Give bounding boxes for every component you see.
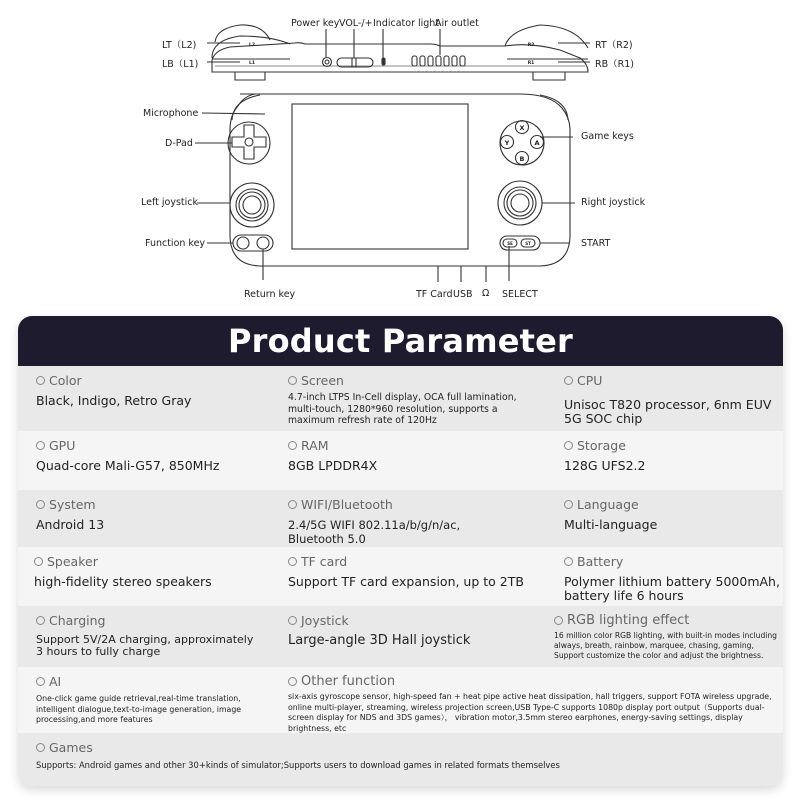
circle-bullet-icon — [36, 376, 45, 385]
param-ai: AI One-click game guide retrieval,real-time translation, intelligent dialogue,text-to-image generation, image processing,and more features — [36, 674, 242, 724]
circle-bullet-icon — [564, 441, 573, 450]
param-tf-card: TF card Support TF card expansion, up to 2TB — [288, 554, 524, 589]
circle-bullet-icon — [554, 616, 563, 625]
label-game-keys: Game keys — [581, 131, 634, 142]
param-language: Language Multi-language — [564, 497, 658, 532]
label-lb: LB（L1) — [162, 59, 199, 70]
svg-text:X: X — [519, 124, 525, 132]
param-charging: Charging Support 5V/2A charging, approximately 3 hours to fully charge — [36, 613, 254, 658]
label-indicator-light: Indicator light — [373, 18, 440, 29]
headphone-icon: Ω — [482, 288, 490, 299]
label-right-joystick: Right joystick — [581, 197, 646, 208]
label-microphone: Microphone — [143, 108, 199, 119]
circle-bullet-icon — [288, 616, 297, 625]
circle-bullet-icon — [36, 441, 45, 450]
param-wifi-bluetooth: WIFI/Bluetooth 2.4/5G WIFI 802.11a/b/g/n/ac, Bluetooth 5.0 — [288, 497, 461, 546]
circle-bullet-icon — [288, 500, 297, 509]
param-joystick: Joystick Large-angle 3D Hall joystick — [288, 613, 471, 648]
label-start: START — [581, 238, 611, 249]
label-power-key: Power key — [291, 18, 340, 29]
label-usb: USB — [453, 289, 473, 300]
label-lt: LT（L2) — [162, 40, 197, 51]
label-air-outlet: Air outlet — [435, 18, 479, 29]
param-row — [18, 547, 783, 606]
label-function-key: Function key — [145, 238, 206, 249]
circle-bullet-icon — [288, 376, 297, 385]
param-cpu: CPU Unisoc T820 processor, 6nm EUV 5G SOC chip — [564, 373, 772, 426]
device-diagram — [0, 0, 800, 310]
param-speaker: Speaker high-fidelity stereo speakers — [34, 554, 212, 589]
circle-bullet-icon — [34, 557, 43, 566]
param-storage: Storage 128G UFS2.2 — [564, 438, 646, 473]
svg-text:R2: R2 — [527, 43, 535, 48]
param-rgb-lighting: RGB lighting effect 16 million color RGB lighting, with built-in modes including always, breath, rainbow, marquee, chasing, gaming, Support customize the color and adjust the brightness. — [554, 613, 778, 660]
param-row — [18, 366, 783, 431]
panel-title: Product Parameter — [18, 316, 783, 366]
svg-text:B: B — [519, 155, 525, 163]
circle-bullet-icon — [36, 500, 45, 509]
svg-text:L1: L1 — [249, 61, 255, 66]
param-screen: Screen 4.7-inch LTPS In-Cell display, OCA full lamination, multi-touch, 1280*960 resolution, supports a maximum refresh rate of 120Hz — [288, 373, 517, 426]
circle-bullet-icon — [36, 677, 45, 686]
svg-text:A: A — [534, 139, 540, 147]
param-ram: RAM 8GB LPDDR4X — [288, 438, 378, 473]
param-battery: Battery Polymer lithium battery 5000mAh, battery life 6 hours — [564, 554, 780, 603]
param-games: Games Supports: Android games and other 30+kinds of simulator;Supports users to download games in related formats themselves — [36, 740, 560, 770]
param-gpu: GPU Quad-core Mali-G57, 850MHz — [36, 438, 220, 473]
svg-text:R1: R1 — [527, 61, 535, 66]
product-parameter-panel — [18, 316, 783, 786]
param-row — [18, 667, 783, 733]
circle-bullet-icon — [288, 677, 297, 686]
circle-bullet-icon — [288, 441, 297, 450]
param-color: Color Black, Indigo, Retro Gray — [36, 373, 192, 408]
param-row — [18, 733, 783, 786]
svg-text:Y: Y — [504, 139, 510, 147]
param-row — [18, 431, 783, 490]
label-left-joystick: Left joystick — [141, 197, 199, 208]
label-rb: RB（R1) — [595, 59, 634, 70]
circle-bullet-icon — [564, 376, 573, 385]
param-system: System Android 13 — [36, 497, 105, 532]
label-select: SELECT — [502, 289, 538, 300]
svg-text:ST: ST — [525, 241, 531, 246]
circle-bullet-icon — [36, 616, 45, 625]
label-rt: RT（R2) — [595, 40, 633, 51]
param-other-function: Other function six-axis gyroscope sensor, high-speed fan + heat pipe active heat dissipation, hall triggers, support FOTA wireless upgrade, online multi-player, streaming, wireless projection screen,USB Type-C supports 1080p display port output（Supports dual-screen display for NDS and 3DS games）， vibration motor,3.5mm stereo earphones, energy-saving settings, display brightness, etc — [288, 674, 772, 733]
label-tf-card: TF Card — [416, 289, 453, 300]
circle-bullet-icon — [564, 557, 573, 566]
label-return-key: Return key — [244, 289, 296, 300]
param-row — [18, 606, 783, 667]
circle-bullet-icon — [36, 743, 45, 752]
circle-bullet-icon — [288, 557, 297, 566]
label-vol: VOL-/+ — [339, 18, 373, 29]
svg-text:L2: L2 — [249, 43, 255, 48]
handheld-console-illustration — [0, 0, 800, 310]
svg-text:SE: SE — [507, 241, 513, 246]
circle-bullet-icon — [564, 500, 573, 509]
label-dpad: D-Pad — [165, 138, 193, 149]
param-row — [18, 490, 783, 547]
